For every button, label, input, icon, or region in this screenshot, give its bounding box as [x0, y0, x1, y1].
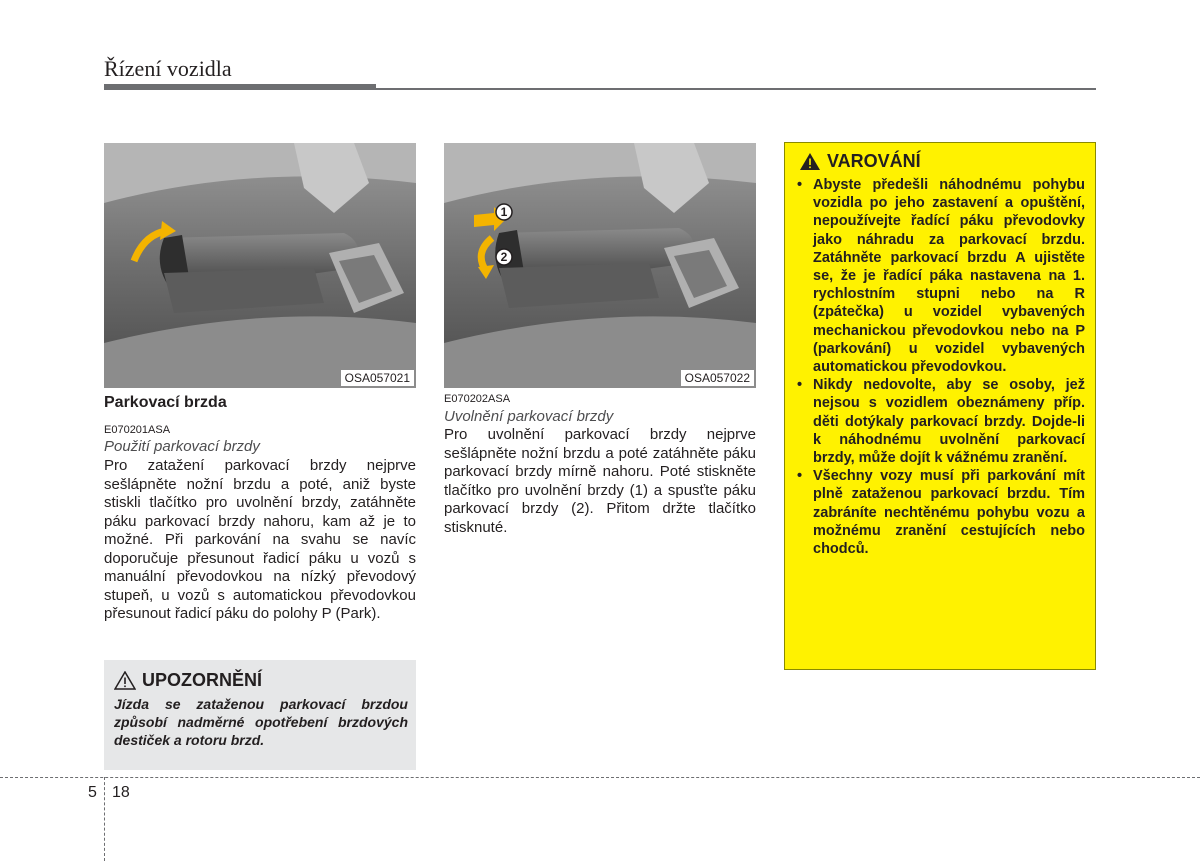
warning-list	[793, 176, 1085, 558]
subheading: Použití parkovací brzdy	[104, 438, 260, 455]
middle-column	[444, 393, 756, 537]
left-column	[104, 394, 416, 624]
header-rule-thick	[104, 84, 376, 90]
photo-code: OSA057022	[681, 370, 754, 386]
marker-1: 1	[500, 205, 508, 219]
section-heading: Parkovací brzda	[104, 394, 227, 411]
doc-code: E070202ASA	[444, 393, 511, 405]
footer-rule	[0, 777, 1200, 778]
footer-margin-rule	[104, 777, 105, 861]
handbrake-apply-photo	[104, 143, 416, 388]
warning-title: VAROVÁNÍ	[827, 151, 921, 171]
header-rule-thin	[376, 88, 1096, 90]
photo-code: OSA057021	[341, 370, 414, 386]
caution-box	[104, 660, 416, 770]
page-number: 18	[112, 784, 130, 801]
warning-box	[784, 142, 1096, 670]
warning-triangle-icon	[799, 152, 821, 171]
subheading: Uvolnění parkovací brzdy	[444, 408, 614, 425]
doc-code: E070201ASA	[104, 424, 171, 436]
marker-2: 2	[500, 250, 508, 264]
warning-item: • Nikdy nedovolte, aby se osoby, jež nejsou s vozidlem obeznámeny příp. děti dotýkaly parkovací brzdy. Dojde-li k náhodnému uvolnění parkovací brzdy, může dojít k vážnému zranění.	[793, 376, 1085, 467]
chapter-number: 5	[88, 784, 97, 801]
section-title: Řízení vozidla	[104, 56, 232, 81]
caution-triangle-icon	[114, 671, 136, 690]
body-text: Pro zatažení parkovací brzdy nejprve sešlápněte nožní brzdu a poté, aniž byste stiskli tlačítko pro uvolnění brzdy, zatáhněte páku parkovací brzdy nahoru, kam až je to možné. Při parkování na svahu se navíc doporučuje přesunout řadicí páku u vozů s manuální převodovkou na nízký převodový stupeň, u vozů s automatickou převodovkou přesunout řadicí páku do polohy P (Park).	[104, 457, 416, 622]
warning-item: • Všechny vozy musí při parkování mít plně zataženou parkovací brzdu. Tím zabráníte nechtěnému pohybu vozu a možnému zranění cestujících nebo chodců.	[793, 467, 1085, 558]
handbrake-release-photo	[444, 143, 756, 388]
caution-text: Jízda se zataženou parkovací brzdou způsobí nadměrné opotřebení brzdových destiček a rotoru brzd.	[114, 696, 408, 748]
body-text: Pro uvolnění parkovací brzdy nejprve sešlápněte nožní brzdu a poté zatáhněte páku parkovací brzdy mírně nahoru. Poté stiskněte tlačítko pro uvolnění brzdy (1) a spusťte páku parkovací brzdy (2). Přitom držte tlačítko stisknuté.	[444, 426, 756, 536]
warning-heading	[799, 151, 1085, 172]
caution-heading	[114, 670, 408, 691]
caution-title: UPOZORNĚNÍ	[142, 670, 263, 690]
warning-item: • Abyste předešli náhodnému pohybu vozidla po jeho zastavení a opuštění, nepoužívejte řadící páku převodovky jako náhradu za parkovací brzdu. Zatáhněte parkovací brzdu A ujistěte se, že je řadící páka nastavena na 1. rychlostním stupni nebo na R (zpátečka) u vozidel vybavených mechanickou převodovkou nebo na P (parkování) u vozidel vybavených automatickou převodovkou.	[793, 176, 1085, 376]
